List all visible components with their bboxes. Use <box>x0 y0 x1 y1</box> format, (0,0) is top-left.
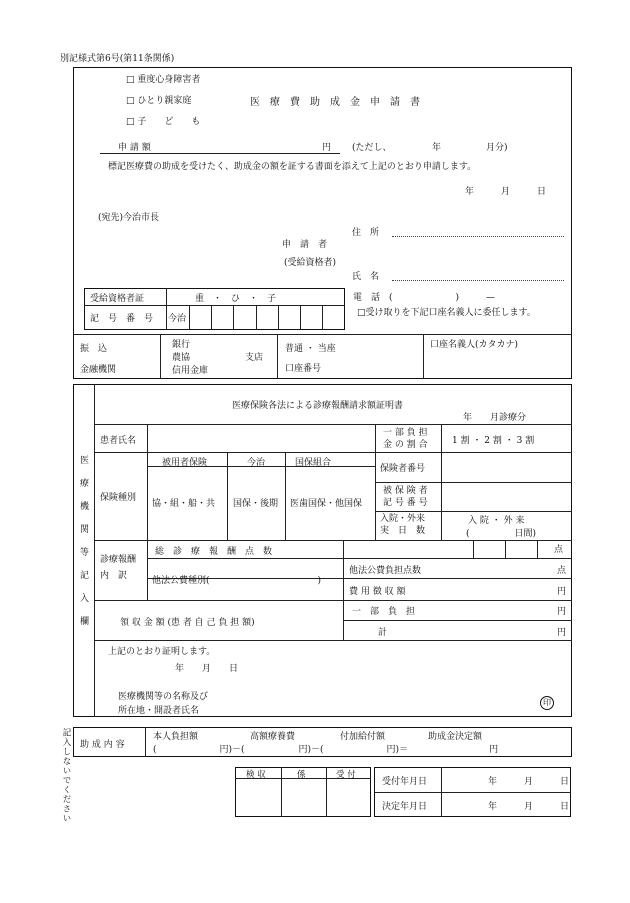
col-additional: 付加給付額 <box>340 732 386 742</box>
col-grant-amount: 助成金決定額 <box>428 732 483 742</box>
bank-transfer: 振 込 <box>80 344 108 354</box>
expense-unit: 円 <box>557 587 567 597</box>
insurer-number-label: 保険者番号 <box>380 464 426 474</box>
institution-name-label: 医療機関等の名称及び <box>118 692 209 702</box>
received-date-label: 受付年月日 <box>382 777 428 787</box>
grant-formula[interactable]: ( 円)－( 円)－( 円)＝ 円 <box>153 745 499 755</box>
delegate-checkbox[interactable]: □受け取りを下記口座名義人に委任します。 <box>357 308 536 318</box>
public-other-unit: 点 <box>557 566 567 576</box>
employee-ins-header: 被用者保険 <box>162 458 208 468</box>
checkbox-single-parent[interactable]: □ ひとり親家庭 <box>126 96 192 106</box>
bank-type-bank[interactable]: 銀行 <box>172 340 191 350</box>
account-holder-label: 口座名義人(カタカナ) <box>430 340 519 350</box>
copay-unit: 円 <box>557 607 567 617</box>
account-type[interactable]: 普通 ・ 当座 <box>285 344 336 354</box>
cert-types[interactable]: 重 ・ ひ ・ 子 <box>195 294 277 304</box>
checkbox-severe-disability[interactable]: □ 重度心身障害者 <box>126 75 201 85</box>
total-points-label: 総 診 療 報 酬 点 数 <box>155 547 273 557</box>
address-label: 住 所 <box>352 228 380 238</box>
decided-date-label: 決定年月日 <box>382 802 428 812</box>
decided-date[interactable]: 年 月 日 <box>488 802 570 812</box>
imabari-values[interactable]: 国保・後期 <box>233 499 279 509</box>
phone-label[interactable]: 電 話 ( ) — <box>353 293 496 303</box>
medical-side-label: 医療機関等記入欄 <box>78 455 88 639</box>
imabari-header: 今治 <box>247 458 266 468</box>
medical-month: 年 月診療分 <box>463 413 527 423</box>
cert-label: 受給資格者証 <box>90 294 145 304</box>
received-amount-label: 領 収 金 額 (患 者 自 己 負 担 額) <box>120 618 255 628</box>
nhi-values[interactable]: 医歯国保・他国保 <box>290 499 363 509</box>
certify-text: 上記のとおり証明します。 <box>108 647 216 657</box>
inpatient-values[interactable]: 入 院 ・ 外 来 <box>468 516 525 526</box>
request-amount-yen: 円 <box>322 143 332 153</box>
patient-name-label: 患者氏名 <box>100 436 137 446</box>
code-prefix: 今治 <box>168 314 187 324</box>
institution-address-label: 所在地・開設者氏名 <box>118 706 200 716</box>
bank-branch: 支店 <box>245 353 264 363</box>
days-field[interactable]: ( 日間) <box>466 529 537 539</box>
applicant-label: 申 請 者 <box>282 240 328 250</box>
other-public-type[interactable]: 他法公費種別( ) <box>152 576 322 586</box>
seal-icon: 印 <box>540 696 554 710</box>
form-title: 医 療 費 助 成 金 申 請 書 <box>250 97 420 108</box>
col-high-cost: 高額療養費 <box>250 732 296 742</box>
form-id: 別記様式第6号(第11条関係) <box>60 54 175 64</box>
request-proviso: (ただし、 年 月分) <box>352 143 508 153</box>
account-number-label: 口座番号 <box>285 364 322 374</box>
certify-date[interactable]: 年 月 日 <box>175 664 239 674</box>
code-label: 記 号 番 号 <box>90 314 154 324</box>
office-side-note: 記入しないでください <box>61 728 71 823</box>
address-field[interactable] <box>392 236 564 237</box>
stamp-reception: 受 付 <box>336 770 356 780</box>
bank-type-shinkin[interactable]: 信用金庫 <box>172 366 209 376</box>
statement: 標記医療費の助成を受けたく、助成金の額を証する書面を添えて上記のとおり申請します。 <box>108 162 477 172</box>
expense-label: 費 用 徴 収 額 <box>349 587 406 597</box>
bank-institution: 金融機関 <box>80 365 117 375</box>
request-amount-label: 申 請 額 <box>118 143 151 153</box>
request-amount-line[interactable] <box>100 153 340 154</box>
recipient-label: (受給資格者) <box>284 258 337 268</box>
copay-label: 一 部 負 担 <box>352 607 416 617</box>
bank-type-ja[interactable]: 農協 <box>172 353 191 363</box>
grant-content-label: 助 成 内 容 <box>80 740 125 750</box>
inpatient-days-label: 入院・外来 実 日 数 <box>380 514 426 536</box>
total-label: 計 <box>378 628 388 638</box>
employee-ins-values[interactable]: 協・組・船・共 <box>152 499 216 509</box>
received-date[interactable]: 年 月 日 <box>488 777 570 787</box>
stamp-clerk: 係 <box>297 770 306 780</box>
total-points-unit: 点 <box>554 545 564 555</box>
copay-ratio-values[interactable]: 1 割 ・ 2 割 ・ 3 割 <box>452 436 535 446</box>
insured-number-label: 被 保 険 者 記 号 番 号 <box>383 486 428 508</box>
public-other-label: 他法公費負担点数 <box>349 566 422 576</box>
stamp-inspection: 検 収 <box>246 770 266 780</box>
name-field[interactable] <box>392 280 564 281</box>
medical-title: 医療保険各法による診療報酬請求額証明書 <box>232 401 404 411</box>
col-self-pay: 本人負担額 <box>153 732 199 742</box>
application-date: 年 月 日 <box>465 187 547 197</box>
checkbox-child[interactable]: □ 子 ど も <box>126 117 201 127</box>
nhi-assoc-header: 国保組合 <box>295 458 332 468</box>
name-label: 氏 名 <box>352 272 380 282</box>
addressee: (宛先)今治市長 <box>98 213 160 223</box>
total-unit: 円 <box>557 628 567 638</box>
copay-ratio-label: 一 部 負 担 金 の 割 合 <box>383 428 428 450</box>
insurance-type-label: 保険種別 <box>100 493 137 503</box>
fee-breakdown-label: 診療報酬 内 訳 <box>100 555 137 581</box>
